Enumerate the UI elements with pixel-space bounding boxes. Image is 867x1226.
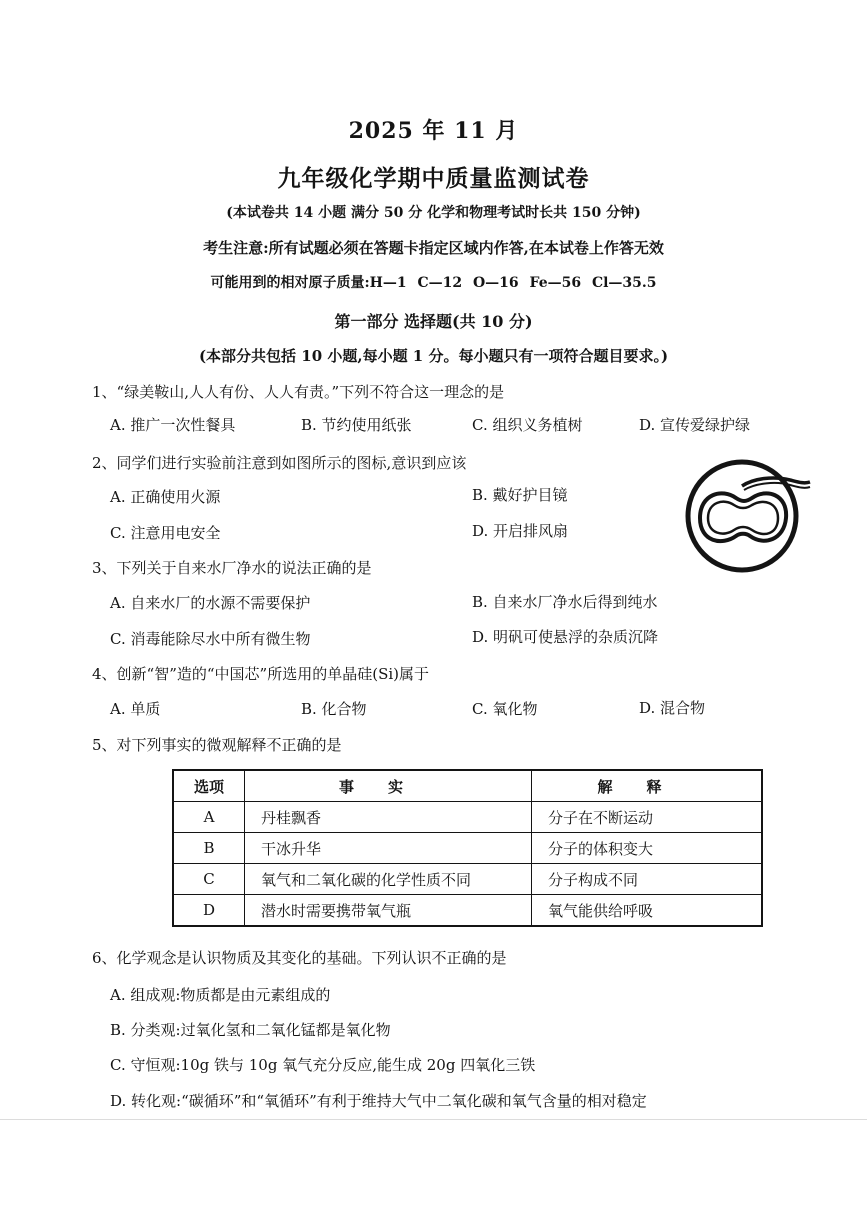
question-2-option-a: A. 正确使用火源 xyxy=(110,488,221,506)
atomic-masses: 可能用到的相对原子质量:H—1 C—12 O—16 Fe—56 Cl—35.5 xyxy=(210,275,657,291)
question-4-stem: 4、创新“智”造的“中国芯”所选用的单晶硅(Si)属于 xyxy=(92,665,429,683)
question-6-option-a: A. 组成观:物质都是由元素组成的 xyxy=(110,986,331,1004)
question-1-stem: 1、“绿美鞍山,人人有份、人人有责。”下列不符合这一理念的是 xyxy=(92,383,505,401)
table-header-row xyxy=(173,770,762,802)
question-1-option-c: C. 组织义务植树 xyxy=(472,416,583,434)
question-1-option-a: A. 推广一次性餐具 xyxy=(110,416,236,434)
question-2-stem: 2、同学们进行实验前注意到如图所示的图标,意识到应该 xyxy=(92,454,467,472)
question-5-stem: 5、对下列事实的微观解释不正确的是 xyxy=(92,736,342,754)
section-title: 第一部分 选择题(共 10 分) xyxy=(334,312,533,331)
exam-title: 九年级化学期中质量监测试卷 xyxy=(277,165,590,192)
question-3-stem: 3、下列关于自来水厂净水的说法正确的是 xyxy=(92,559,372,577)
table-cell-fact: 丹桂飘香 xyxy=(245,802,532,833)
question-2-option-c: C. 注意用电安全 xyxy=(110,524,221,542)
section-note: (本部分共包括 10 小题,每小题 1 分。每小题只有一项符合题目要求。) xyxy=(198,347,669,365)
question-2-option-d: D. 开启排风扇 xyxy=(472,522,569,540)
exam-notice: 考生注意:所有试题必须在答题卡指定区域内作答,在本试卷上作答无效 xyxy=(203,239,664,257)
question-1-option-d: D. 宣传爱绿护绿 xyxy=(639,416,751,434)
question-4-option-c: C. 氧化物 xyxy=(472,700,538,718)
table-cell-explanation: 分子构成不同 xyxy=(532,864,763,895)
table-cell-option: D xyxy=(173,895,245,927)
exam-date: 2025 年 11 月 xyxy=(348,118,519,144)
table-row xyxy=(173,802,762,833)
question-4-option-b: B. 化合物 xyxy=(301,700,367,718)
question-6-option-d: D. 转化观:“碳循环”和“氧循环”有利于维持大气中二氧化碳和氧气含量的相对稳定 xyxy=(110,1092,647,1110)
page-divider xyxy=(0,1119,867,1120)
table-cell-fact: 潜水时需要携带氧气瓶 xyxy=(245,895,532,927)
table-row xyxy=(173,833,762,864)
question-3-option-a: A. 自来水厂的水源不需要保护 xyxy=(110,594,311,612)
table-row xyxy=(173,895,762,927)
question-1-option-b: B. 节约使用纸张 xyxy=(301,416,412,434)
table-header-fact: 事实 xyxy=(245,770,532,802)
question-4-option-d: D. 混合物 xyxy=(639,699,706,717)
table-header-option: 选项 xyxy=(173,770,245,802)
table-header-explanation: 解释 xyxy=(532,770,763,802)
table-cell-option: C xyxy=(173,864,245,895)
question-3-option-d: D. 明矾可使悬浮的杂质沉降 xyxy=(472,628,659,646)
facts-table xyxy=(172,769,763,927)
question-6-option-c: C. 守恒观:10g 铁与 10g 氧气充分反应,能生成 20g 四氧化三铁 xyxy=(110,1056,536,1074)
question-6-stem: 6、化学观念是认识物质及其变化的基础。下列认识不正确的是 xyxy=(92,949,507,967)
table-row xyxy=(173,864,762,895)
table-cell-explanation: 分子在不断运动 xyxy=(532,802,763,833)
exam-note: (本试卷共 14 小题 满分 50 分 化学和物理考试时长共 150 分钟) xyxy=(226,205,641,221)
question-3-option-b: B. 自来水厂净水后得到纯水 xyxy=(472,593,658,611)
table-cell-explanation: 分子的体积变大 xyxy=(532,833,763,864)
table-cell-option: B xyxy=(173,833,245,864)
question-4-option-a: A. 单质 xyxy=(110,700,161,718)
table-cell-fact: 干冰升华 xyxy=(245,833,532,864)
question-6-option-b: B. 分类观:过氧化氢和二氧化锰都是氧化物 xyxy=(110,1021,391,1039)
question-3-option-c: C. 消毒能除尽水中所有微生物 xyxy=(110,630,311,648)
table-cell-option: A xyxy=(173,802,245,833)
table-cell-explanation: 氧气能供给呼吸 xyxy=(532,895,763,927)
safety-goggles-icon xyxy=(684,456,814,576)
question-2-option-b: B. 戴好护目镜 xyxy=(472,486,568,504)
table-cell-fact: 氧气和二氧化碳的化学性质不同 xyxy=(245,864,532,895)
